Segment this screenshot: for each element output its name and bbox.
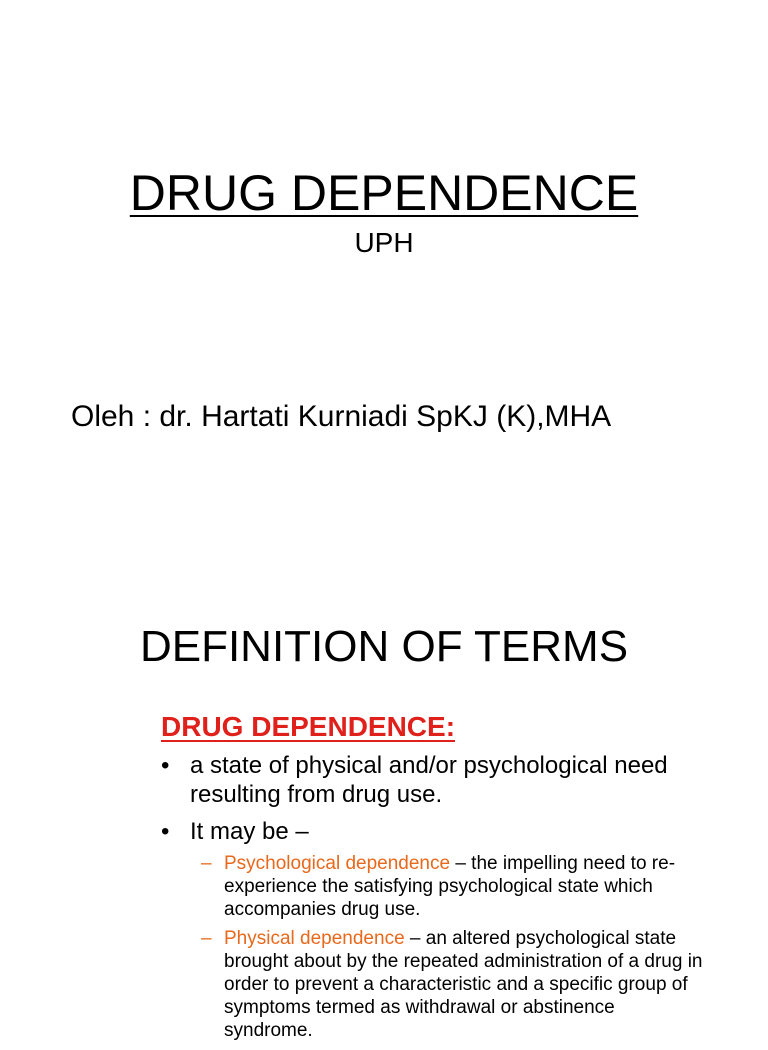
- slide-title-heading: DRUG DEPENDENCE: [129, 165, 639, 221]
- bullet-item: [161, 751, 721, 809]
- sub-bullet-list: [201, 852, 706, 1042]
- bullet-marker: •: [161, 818, 170, 845]
- bullet-marker: •: [161, 752, 170, 779]
- sub-bullet-item: [201, 852, 706, 921]
- term-definition: – the impelling need to re-experience the satisfying psychological state which accompanies drug use.: [224, 853, 676, 920]
- term-definition: – an altered psychological state brought about by the repeated administration of a drug in order to prevent a characteristic and a specific group of symptoms termed as withdrawal or abstinence syndrome.: [224, 928, 703, 1041]
- dash-marker: –: [201, 853, 212, 874]
- slide-subtitle: UPH: [354, 227, 414, 258]
- bullet-text: It may be –: [190, 818, 309, 845]
- term-label: Psychological dependence: [224, 853, 451, 874]
- bullet-text: a state of physical and/or psychological need resulting from drug use.: [190, 752, 668, 808]
- slide-definitions: [0, 576, 768, 1041]
- author-line: Oleh : dr. Hartati Kurniadi SpKJ (K),MHA: [71, 400, 612, 433]
- bullet-list: [161, 751, 721, 1050]
- bullet-item: [161, 817, 721, 1042]
- dash-marker: –: [201, 928, 212, 949]
- section-heading: DRUG DEPENDENCE:: [161, 711, 456, 742]
- term-label: Physical dependence: [224, 928, 405, 949]
- definitions-title: DEFINITION OF TERMS: [139, 622, 629, 671]
- sub-bullet-item: [201, 927, 706, 1042]
